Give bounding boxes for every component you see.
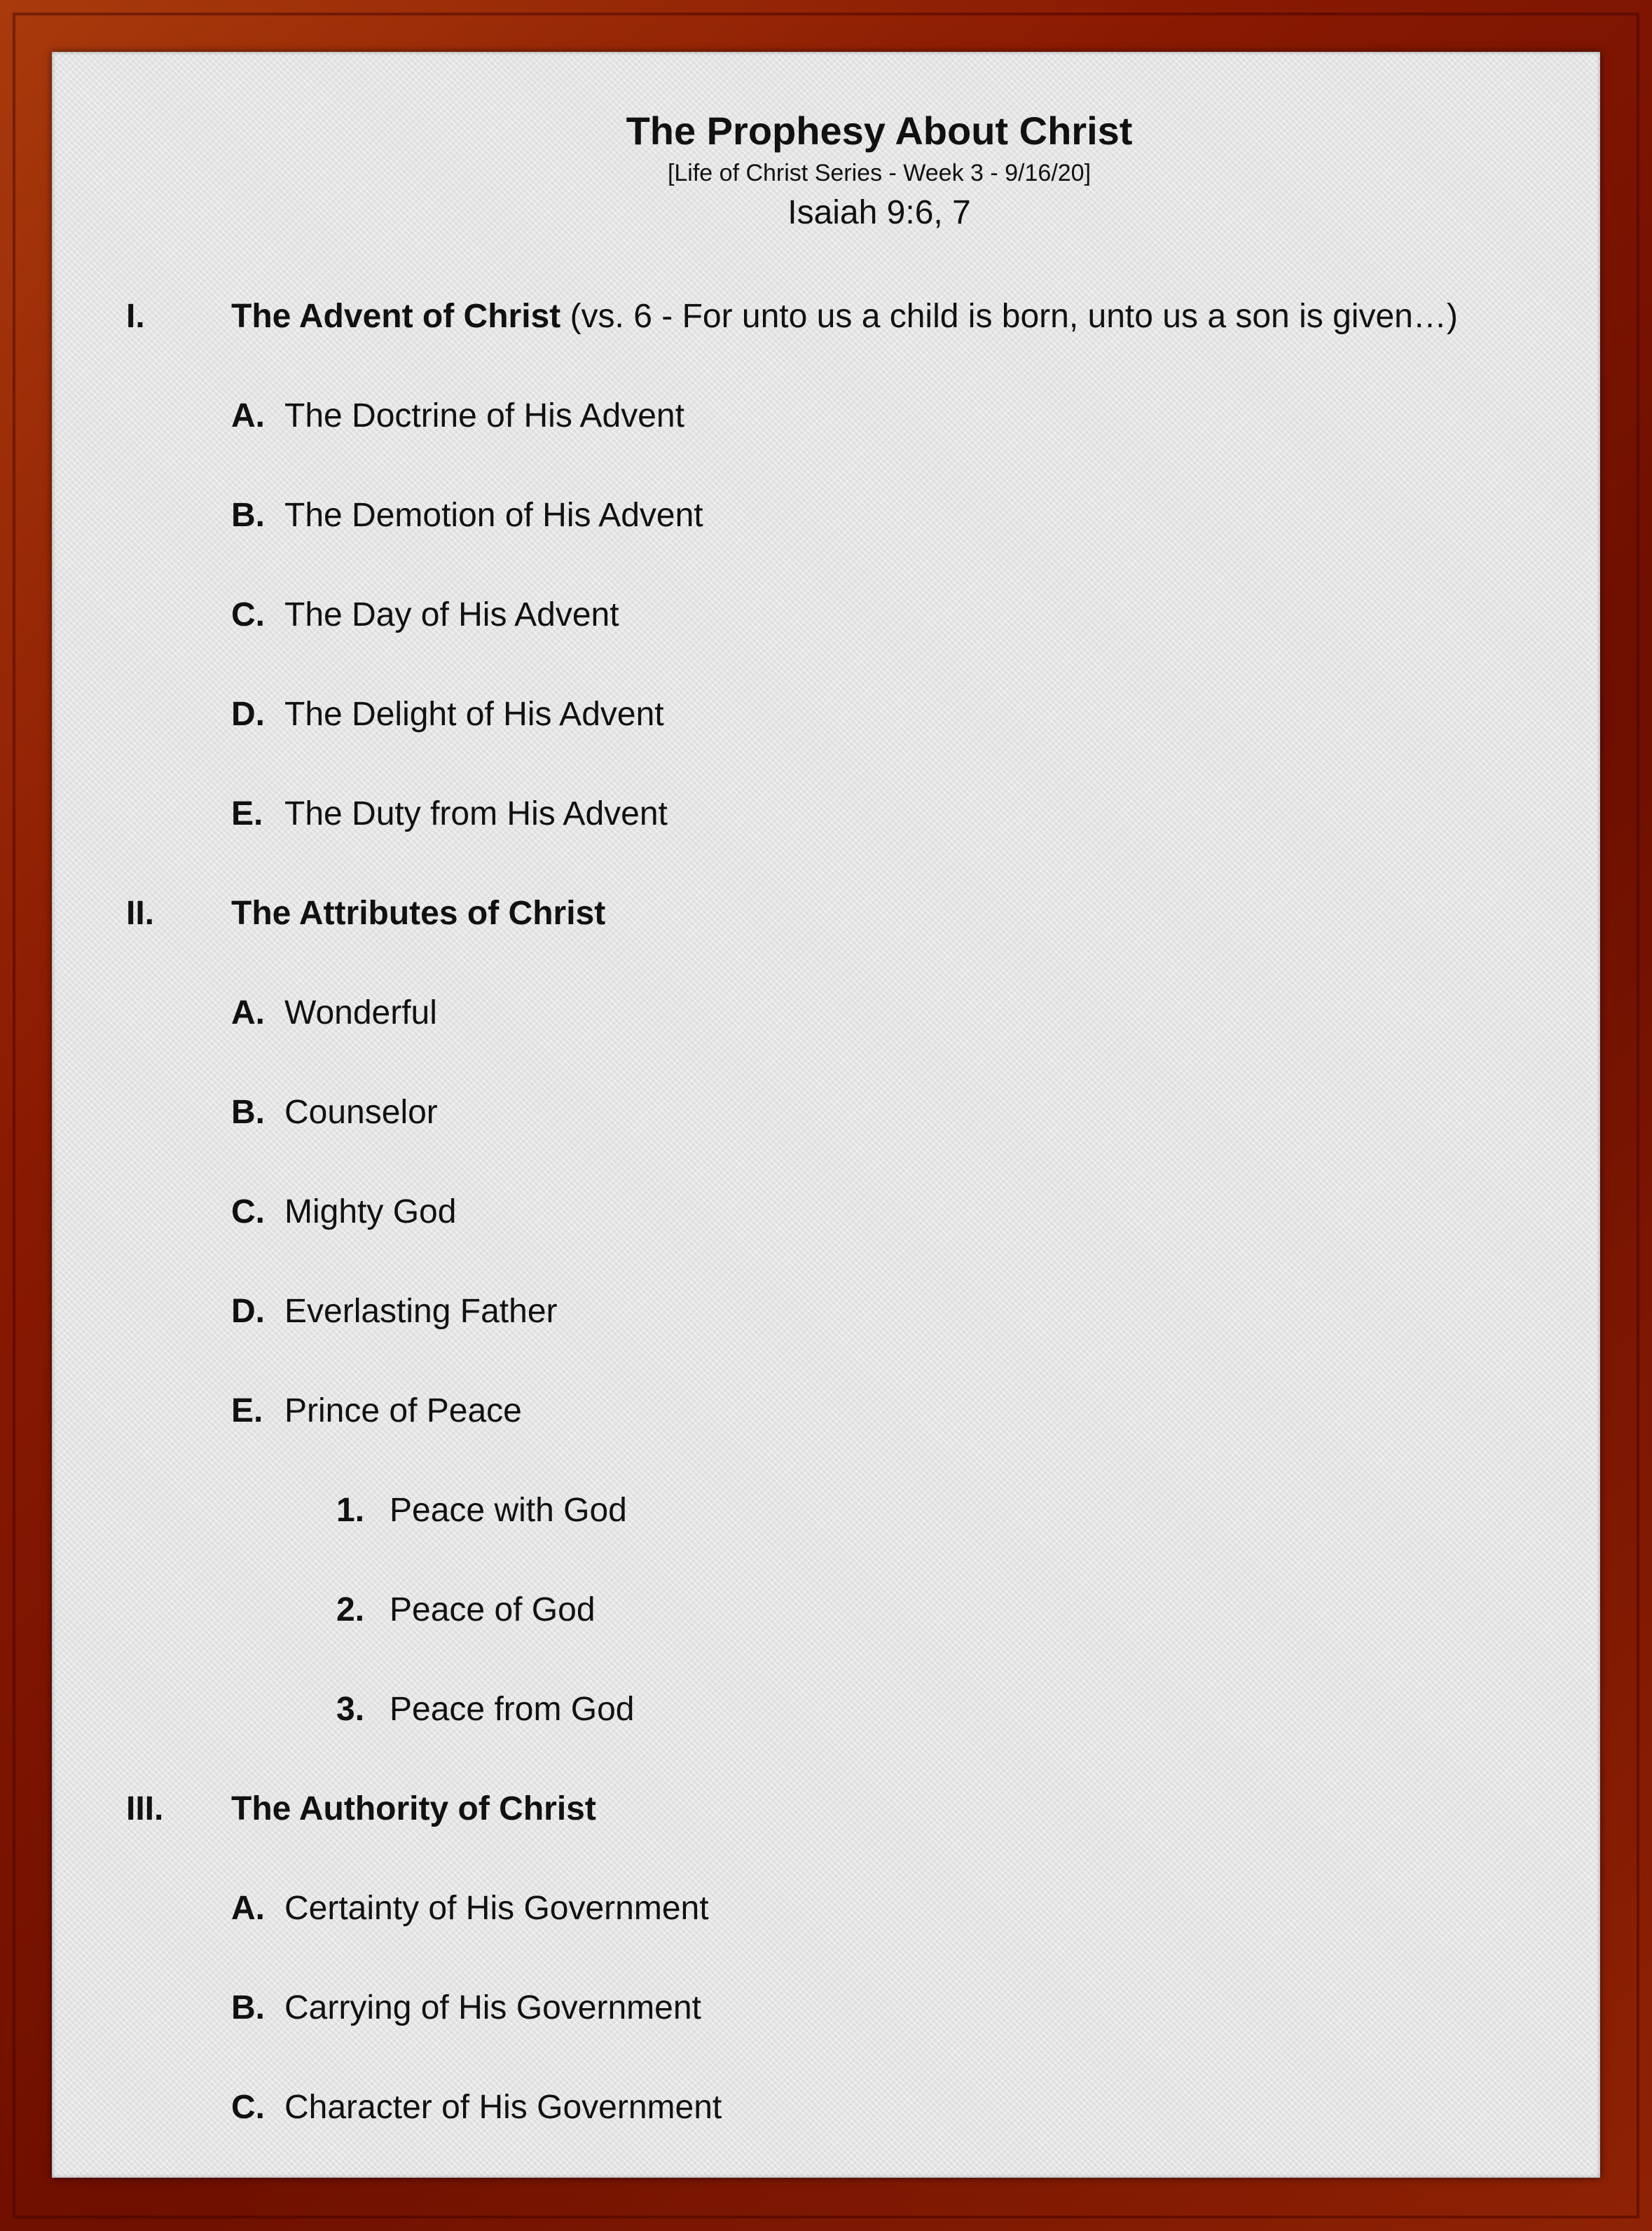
section-title: The Advent of Christ (231, 298, 561, 335)
subitem-number: 3. (336, 1691, 365, 1728)
item-text: Everlasting Father (284, 1293, 558, 1330)
item-text: Character of His Government (284, 2089, 722, 2126)
item-text: Certainty of His Government (284, 1890, 709, 1927)
item-text: Carrying of His Government (284, 1989, 701, 2026)
item-text: Mighty God (284, 1193, 457, 1230)
item-text: The Duty from His Advent (284, 795, 668, 832)
series-subtitle: [Life of Christ Series - Week 3 - 9/16/20] (667, 160, 1092, 186)
item-letter: A. (231, 994, 265, 1031)
item-letter: E. (231, 795, 263, 832)
item-letter: C. (231, 2089, 265, 2126)
item-letter: C. (231, 596, 265, 633)
item-letter: B. (231, 1094, 265, 1131)
section-numeral: I. (126, 298, 145, 335)
section-numeral: III. (126, 1790, 164, 1827)
item-text: Wonderful (284, 994, 437, 1031)
subitem-text: Peace of God (390, 1591, 596, 1628)
item-letter: D. (231, 1293, 265, 1330)
item-letter: B. (231, 1989, 265, 2026)
item-text: The Demotion of His Advent (284, 497, 703, 534)
section-note: (vs. 6 - For unto us a child is born, unto us a son is given…) (560, 298, 1458, 335)
outline-page (52, 52, 1600, 2178)
item-letter: A. (231, 1890, 265, 1927)
item-text: Counselor (284, 1094, 438, 1131)
section-title: The Authority of Christ (231, 1790, 596, 1827)
item-letter: D. (231, 696, 265, 733)
subitem-number: 1. (336, 1492, 365, 1529)
scripture-reference: Isaiah 9:6, 7 (787, 194, 971, 231)
subitem-number: 2. (336, 1591, 365, 1628)
item-text: Prince of Peace (284, 1392, 522, 1429)
item-letter: B. (231, 497, 265, 534)
page-title: The Prophesy About Christ (626, 109, 1133, 153)
section-numeral: II. (126, 895, 155, 932)
item-text: The Day of His Advent (284, 596, 619, 633)
item-letter: E. (231, 1392, 263, 1429)
item-text: The Delight of His Advent (284, 696, 664, 733)
section-title: The Attributes of Christ (231, 895, 606, 932)
subitem-text: Peace from God (390, 1691, 635, 1728)
item-letter: A. (231, 397, 265, 434)
item-text: The Doctrine of His Advent (284, 397, 684, 434)
subitem-text: Peace with God (390, 1492, 627, 1529)
item-letter: C. (231, 1193, 265, 1230)
